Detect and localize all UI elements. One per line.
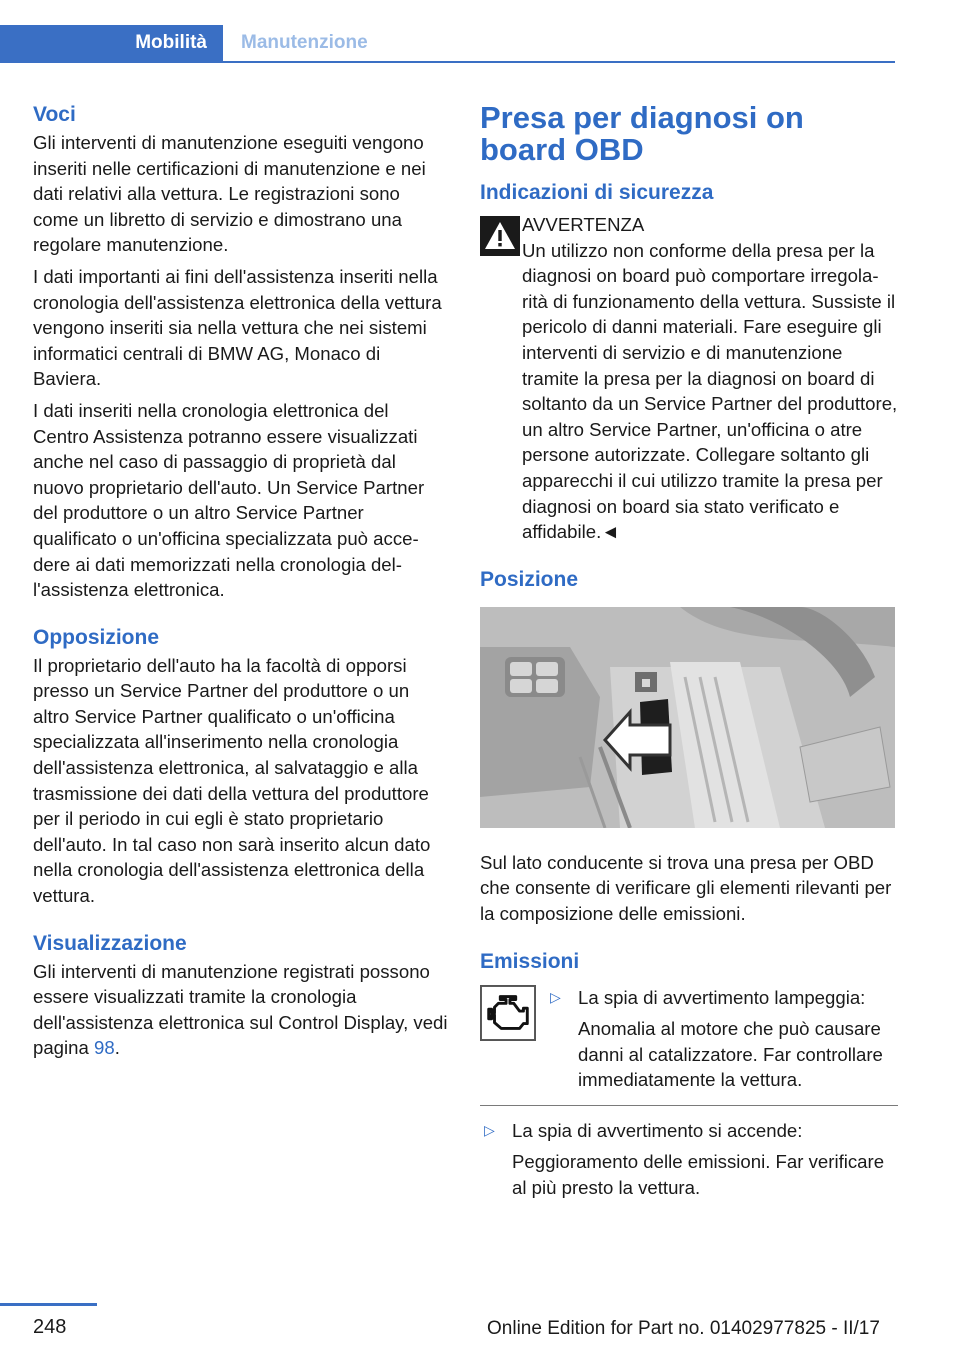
list-item [546,985,898,1093]
section-title-emissioni: Emissioni [480,949,580,973]
position-text: Sul lato conducente si trova una presa per OBD che consente di verificare gli elementi rilevanti per la composizione delle emissioni. [480,851,892,924]
warning-text-body: Un utilizzo non conforme della presa per la diagnosi on board può comportare irregolarità di funzionamento della vettura. Sussiste il pericolo di danni materiali. Fare eseguire gli interventi di servizio e di manutenzione tramite la presa per la diagnosi on board di soltanto da un Service Partner del produttore, un altro Service Partner, un'officina o atre persone autorizzate. Collegare soltanto gli apparecchi il cui utilizzo tramite la presa per diagnosi on board sia stato verificato e affidabile.◄ [522,239,898,543]
emissions-block [480,985,898,1201]
section-title-posizione: Posizione [480,567,579,591]
paragraph: Gli interventi di manutenzione eseguiti vengono inseriti nelle certificazioni di manutenzione e nei dati relativi alla vettura. Le registrazioni sono come un libretto di servizio e dimostrano una regolare manutenzione. [33,132,426,256]
bullet-marker-icon: ▷ [550,988,561,1005]
section-title-sicurezza: Indicazioni di sicurezza [480,181,714,204]
emissions-list [480,985,898,1093]
tab-manutenzione[interactable]: Manutenzione [241,32,368,53]
obd-port-photo [480,607,895,828]
bullet-marker-icon: ▷ [484,1121,495,1138]
page-title: Presa per diagnosi on board OBD [480,100,804,167]
paragraph: I dati importanti ai fini dell'assistenza inseriti nella cronologia dell'assistenza elettronica della vettura vengono inseriti sia nella vettura che nei sistemi informatici centrali di BMW AG, Monaco di Baviera. [33,265,442,390]
paragraph [33,959,448,1061]
warning-label: AVVERTENZA [522,214,645,235]
tab-mobilita[interactable]: Mobilità [0,25,223,61]
edition-note: Online Edition for Part no. 01402977825 - II/17 [487,1318,880,1339]
bullet-lead: La spia di avvertimento si accende: [512,1119,803,1141]
warning-triangle-icon [480,216,520,256]
section-title-voci: Voci [33,103,76,126]
paragraph: Il proprietario dell'auto ha la facoltà di opporsi presso un Service Partner del produttore o un altro Service Partner qualificato o un'officina specializzata all'inserimento nella cronologia dell'assistenza elettronica, al salvataggio e alla trasmissione dei dati della vettura del produttore per il periodo in cui egli è stato proprietario dell'auto. In tal caso non sarà inserito alcun dato nella cronologia dell'assistenza elettronica della vettura. [33,654,431,907]
left-column [33,102,448,1067]
page-number: 248 [33,1316,67,1338]
paragraph-text: Gli interventi di manutenzione registrati possono essere visualizzati tramite la cronologia dell'assistenza elettronica sul Control Display, vedi pagina [33,960,448,1059]
check-engine-icon [480,985,536,1041]
divider [480,1105,898,1106]
bullet-lead: La spia di avvertimento lampeggia: [578,986,866,1008]
bullet-sub: Peggioramento delle emissioni. Far verificare al più presto la vettura. [512,1151,885,1199]
emissions-list-2 [480,1118,898,1201]
footer-rule [0,1303,97,1306]
warning-block [480,212,898,545]
section-title-opposizione: Opposizione [33,625,159,649]
section-title-visualizzazione: Visualizzazione [33,931,187,955]
paragraph-end: . [114,1037,120,1059]
bullet-sub: Anomalia al motore che può causare danni al catalizzatore. Far controllare immediatamente la vettura. [578,1018,883,1091]
right-column [480,102,898,1201]
paragraph: I dati inseriti nella cronologia elettronica del Centro Assistenza potranno essere visualizzati anche nel caso di passaggio di proprietà dal nuovo proprietario dell'auto. Un Service Partner del produttore o un altro Service Partner qualificato o un'officina specializzata può accedere ai dati memorizzati nella cronologia dell'assistenza elettronica. [33,399,425,601]
header-tabbar [0,25,895,63]
warning-text [480,238,898,545]
page-link[interactable]: 98 [94,1037,115,1059]
list-item [480,1118,898,1201]
